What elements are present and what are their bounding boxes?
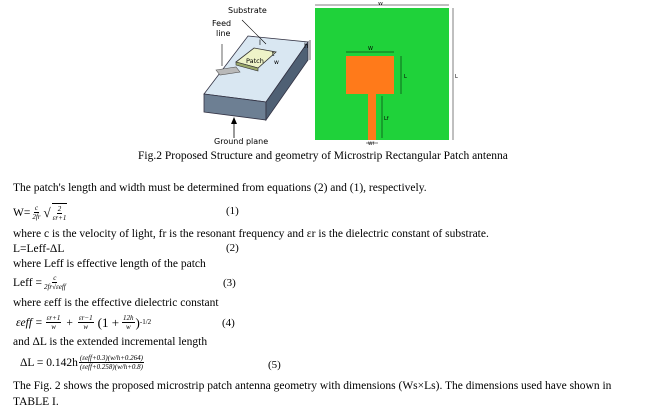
paragraph-5: and ΔL is the extended incremental length: [13, 336, 208, 348]
feed-line-label-2: line: [216, 29, 231, 38]
eq4-paren-open: (1 +: [97, 314, 120, 330]
feed-line-label-1: Feed: [212, 19, 232, 28]
equation-1: [13, 203, 68, 222]
w-label: W: [368, 46, 373, 52]
eq5-fraction: [79, 354, 144, 371]
radiating-patch: [346, 56, 394, 94]
w-dim-label: w: [274, 59, 279, 66]
eq3-number: (3): [223, 277, 236, 289]
eq1-den: 2fr: [32, 213, 41, 221]
eq1-num: c: [34, 204, 38, 212]
ws-label: W: [378, 2, 383, 7]
equation-5: [20, 354, 145, 371]
eq4-f1-den: w: [51, 323, 56, 331]
eq1-root-den: εr+1: [52, 214, 67, 222]
eq5-number: (5): [268, 359, 281, 371]
patch-antenna-geometry: [312, 2, 464, 146]
eq4-f1-num: εr+1: [46, 314, 61, 322]
patch-label: Patch: [246, 57, 264, 65]
eq4-f3-den: w: [125, 323, 131, 331]
eq4-frac2: [78, 314, 94, 331]
paragraph-3: where Leff is effective length of the patch: [13, 258, 206, 270]
eq4-f3-num: 12h: [123, 314, 134, 322]
eq1-root-fraction: [52, 203, 68, 222]
eq4-frac3: [122, 314, 135, 331]
sqrt-icon: √: [43, 204, 51, 220]
patch-antenna-3d-diagram: [196, 4, 314, 146]
eq5-lhs: ΔL = 0.142h: [20, 356, 78, 369]
t-dim-label: t: [272, 51, 275, 58]
eq5-den: (εeff+0.258)(w/h+0.8): [79, 363, 143, 371]
eq1-number: (1): [226, 205, 239, 217]
equation-4: [16, 314, 151, 331]
paragraph-4: where εeff is the effective dielectric constant: [13, 297, 219, 309]
eq1-fraction: [31, 204, 41, 221]
l-label: L: [404, 74, 407, 80]
feed-line-strip: [368, 94, 376, 140]
eq4-f2-num: εr−1: [78, 314, 93, 322]
eq5-num: (εeff+0.3)(w/h+0.264): [79, 354, 143, 362]
figure-caption: Fig.2 Proposed Structure and geometry of Microstrip Rectangular Patch antenna: [138, 150, 508, 162]
l-dim-label: l: [259, 39, 261, 47]
eq3-den: 2fr√εeff: [43, 283, 66, 291]
eq4-number: (4): [222, 317, 235, 329]
equation-2: L=Leff-ΔL: [13, 243, 65, 255]
eq3-lhs: Leff =: [13, 276, 42, 289]
eq3-fraction: [43, 274, 67, 291]
eq4-lhs: εeff =: [16, 316, 43, 329]
wf-label: Wf: [368, 142, 375, 146]
ground-plane-label: Ground plane: [214, 137, 269, 146]
eq1-root-num: 2: [57, 205, 62, 213]
eq4-paren-close: ): [135, 314, 140, 330]
eq3-num: c: [53, 274, 57, 282]
eq2-number: (2): [226, 242, 239, 254]
paragraph-1: The patch's length and width must be determined from equations (2) and (1), respectively.: [13, 182, 427, 194]
paragraph-2: where c is the velocity of light, fr is the resonant frequency and εr is the dielectric constant of substrate.: [13, 228, 489, 240]
eq4-plus: +: [66, 316, 73, 329]
substrate-label: Substrate: [228, 6, 267, 15]
lf-label: Lf: [384, 116, 389, 122]
ls-label: L: [455, 74, 458, 80]
paragraph-6: The Fig. 2 shows the proposed microstrip patch antenna geometry with dimensions (Ws×Ls). The dimensions used have shown in: [13, 380, 612, 392]
eq4-f2-den: w: [83, 323, 89, 331]
paragraph-7: TABLE I.: [13, 396, 59, 408]
equation-3: [13, 274, 68, 291]
h-dim-label: h: [304, 42, 309, 50]
eq4-frac1: [46, 314, 62, 331]
ground-arrow-head: [231, 117, 237, 124]
eq1-lhs: W=: [13, 206, 31, 219]
eq4-exponent: -1/2: [139, 318, 152, 326]
